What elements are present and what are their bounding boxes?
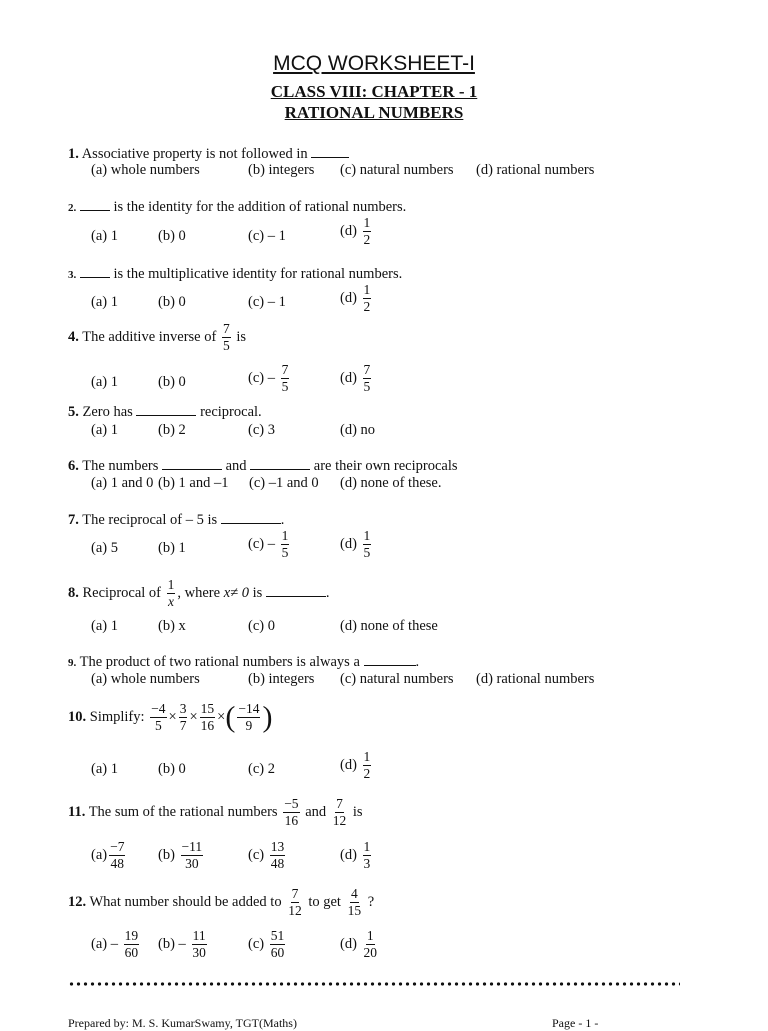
question-11: 11. The sum of the rational numbers $\frac{-5}{16}$ and $\frac{7}{12}$ is xyxy=(68,796,363,828)
fraction: $\frac{1}{20}$ xyxy=(363,928,378,960)
option-d: (d) none of these. xyxy=(340,475,442,491)
option-b: (b) 0 xyxy=(158,294,186,310)
fraction: $\frac{1}{3}$ xyxy=(363,839,371,871)
fraction: $\frac{11}{30}$ xyxy=(192,928,206,960)
answer-blank xyxy=(80,198,110,211)
option-b: (b) integers xyxy=(248,162,315,178)
fraction: $\frac{3}{7}$ xyxy=(179,701,187,733)
fraction: $\frac{1}{2}$ xyxy=(363,215,371,247)
fraction: $\frac{7}{5}$ xyxy=(363,362,371,394)
fraction: $\frac{15}{16}$ xyxy=(200,701,215,733)
question-9: 9. The product of two rational numbers is always a . xyxy=(68,654,420,670)
class-chapter-heading: CLASS VIII: CHAPTER - 1 xyxy=(270,82,478,101)
option-a: (a) – $\frac{19}{60}$ xyxy=(91,928,139,960)
fraction: $\frac{7}{5}$ xyxy=(281,362,289,394)
question-number: 11. xyxy=(68,803,86,820)
question-8: 8. Reciprocal of $\frac{1}{x}$ , where x≠ 0 is . xyxy=(68,577,330,609)
option-a: (a) 1 xyxy=(91,374,118,390)
option-c: (c) – 1 xyxy=(248,294,286,310)
fraction: $\frac{-4}{5}$ xyxy=(151,701,166,733)
fraction: $\frac{7}{12}$ xyxy=(288,886,302,918)
option-c: (c) – $\frac{7}{5}$ xyxy=(248,362,289,394)
option-b: (b) 0 xyxy=(158,228,186,244)
dotted-divider xyxy=(68,982,680,986)
option-c: (c) $\frac{51}{60}$ xyxy=(248,928,285,960)
option-b: (b) integers xyxy=(248,671,315,687)
question-7: 7. The reciprocal of – 5 is . xyxy=(68,512,285,528)
option-d: (d) none of these xyxy=(340,618,438,634)
option-b: (b) x xyxy=(158,618,186,634)
fraction: $\frac{7}{5}$ xyxy=(222,321,230,353)
option-c: (c) 3 xyxy=(248,422,275,438)
option-a: (a) $\frac{-7}{48}$ xyxy=(91,839,125,871)
option-d: (d) $\frac{1}{5}$ xyxy=(340,528,371,560)
answer-blank xyxy=(80,265,110,278)
fraction: $\frac{1}{2}$ xyxy=(363,282,371,314)
fraction: $\frac{-7}{48}$ xyxy=(110,839,125,871)
answer-blank xyxy=(311,145,349,158)
option-a: (a) 5 xyxy=(91,540,118,556)
option-b: (b) $\frac{-11}{30}$ xyxy=(158,839,203,871)
fraction: $\frac{1}{5}$ xyxy=(363,528,371,560)
question-number: 10. xyxy=(68,708,87,725)
option-d: (d) $\frac{1}{20}$ xyxy=(340,928,378,960)
option-a: (a) 1 xyxy=(91,228,118,244)
option-a: (a) 1 xyxy=(91,294,118,310)
option-a: (a) 1 xyxy=(91,422,118,438)
option-d: (d) $\frac{7}{5}$ xyxy=(340,362,371,394)
fraction: $\frac{19}{60}$ xyxy=(124,928,139,960)
option-a: (a) whole numbers xyxy=(91,671,200,687)
question-number: 12. xyxy=(68,893,87,910)
option-a: (a) 1 xyxy=(91,761,118,777)
fraction: $\frac{13}{48}$ xyxy=(270,839,285,871)
option-b: (b) 1 and –1 xyxy=(158,475,229,491)
question-1 xyxy=(68,145,349,163)
option-b: (b) – $\frac{11}{30}$ xyxy=(158,928,206,960)
fraction: $\frac{-11}{30}$ xyxy=(181,839,203,871)
option-a: (a) 1 xyxy=(91,618,118,634)
question-number: 2. xyxy=(68,202,77,214)
option-d: (d) no xyxy=(340,422,376,438)
answer-blank xyxy=(250,457,310,470)
question-10: 10. Simplify: $\frac{-4}{5}$ × $\frac{3}{7}$ × $\frac{15}{16}$ ×( $\frac{-14}{9}$ ) xyxy=(68,700,273,734)
option-b: (b) 0 xyxy=(158,374,186,390)
question-number: 1. xyxy=(68,146,79,162)
question-number: 4. xyxy=(68,328,79,345)
answer-blank xyxy=(364,653,416,666)
question-text: Associative property is not followed in xyxy=(81,146,308,162)
option-d: (d) $\frac{1}{2}$ xyxy=(340,282,371,314)
fraction: $\frac{1}{5}$ xyxy=(281,528,289,560)
option-c: (c) natural numbers xyxy=(340,671,454,687)
option-c: (c) 0 xyxy=(248,618,275,634)
option-d: (d) $\frac{1}{2}$ xyxy=(340,215,371,247)
option-d: (d) rational numbers xyxy=(476,671,595,687)
question-3 xyxy=(68,265,402,283)
option-b: (b) 2 xyxy=(158,422,186,438)
fraction: $\frac{1}{x}$ xyxy=(167,577,175,609)
question-number: 9. xyxy=(68,657,77,669)
footer-author: Prepared by: M. S. KumarSwamy, TGT(Maths) xyxy=(68,1016,297,1030)
question-text: is the multiplicative identity for rational numbers. xyxy=(113,266,403,282)
option-c: (c) $\frac{13}{48}$ xyxy=(248,839,285,871)
option-d: (d) $\frac{1}{2}$ xyxy=(340,749,371,781)
option-a: (a) 1 and 0 xyxy=(91,475,154,491)
fraction: $\frac{7}{12}$ xyxy=(332,796,347,828)
option-c: (c) 2 xyxy=(248,761,275,777)
fraction: $\frac{-14}{9}$ xyxy=(238,701,260,733)
topic-heading: RATIONAL NUMBERS xyxy=(284,103,464,122)
answer-blank xyxy=(136,403,196,416)
question-number: 7. xyxy=(68,512,79,528)
answer-blank xyxy=(162,457,222,470)
question-number: 5. xyxy=(68,404,79,420)
question-number: 6. xyxy=(68,458,79,474)
fraction: $\frac{51}{60}$ xyxy=(270,928,285,960)
fraction: $\frac{-5}{16}$ xyxy=(284,796,299,828)
question-text: The additive inverse of xyxy=(82,328,217,345)
question-5: 5. Zero has reciprocal. xyxy=(68,404,262,420)
question-2 xyxy=(68,198,406,216)
option-c: (c) – 1 xyxy=(248,228,286,244)
option-b: (b) 1 xyxy=(158,540,186,556)
option-c: (c) natural numbers xyxy=(340,162,454,178)
worksheet-title: MCQ WORKSHEET-I xyxy=(273,52,475,75)
fraction: $\frac{1}{2}$ xyxy=(363,749,371,781)
question-12: 12. What number should be added to $\frac{7}{12}$ to get $\frac{4}{15}$ ? xyxy=(68,886,375,918)
option-c: (c) – $\frac{1}{5}$ xyxy=(248,528,289,560)
answer-blank xyxy=(221,511,281,524)
question-number: 8. xyxy=(68,584,79,601)
option-d: (d) $\frac{1}{3}$ xyxy=(340,839,371,871)
footer-page-number: Page - 1 - xyxy=(552,1016,599,1030)
option-d: (d) rational numbers xyxy=(476,162,595,178)
question-text: is the identity for the addition of rational numbers. xyxy=(113,199,407,215)
answer-blank xyxy=(266,584,326,597)
option-a: (a) whole numbers xyxy=(91,162,200,178)
question-6: 6. The numbers and are their own reciprocals xyxy=(68,458,458,474)
option-b: (b) 0 xyxy=(158,761,186,777)
question-number: 3. xyxy=(68,269,77,281)
question-4: 4. The additive inverse of $\frac{7}{5}$ is xyxy=(68,321,246,353)
option-c: (c) –1 and 0 xyxy=(249,475,319,491)
fraction: $\frac{4}{15}$ xyxy=(347,886,362,918)
